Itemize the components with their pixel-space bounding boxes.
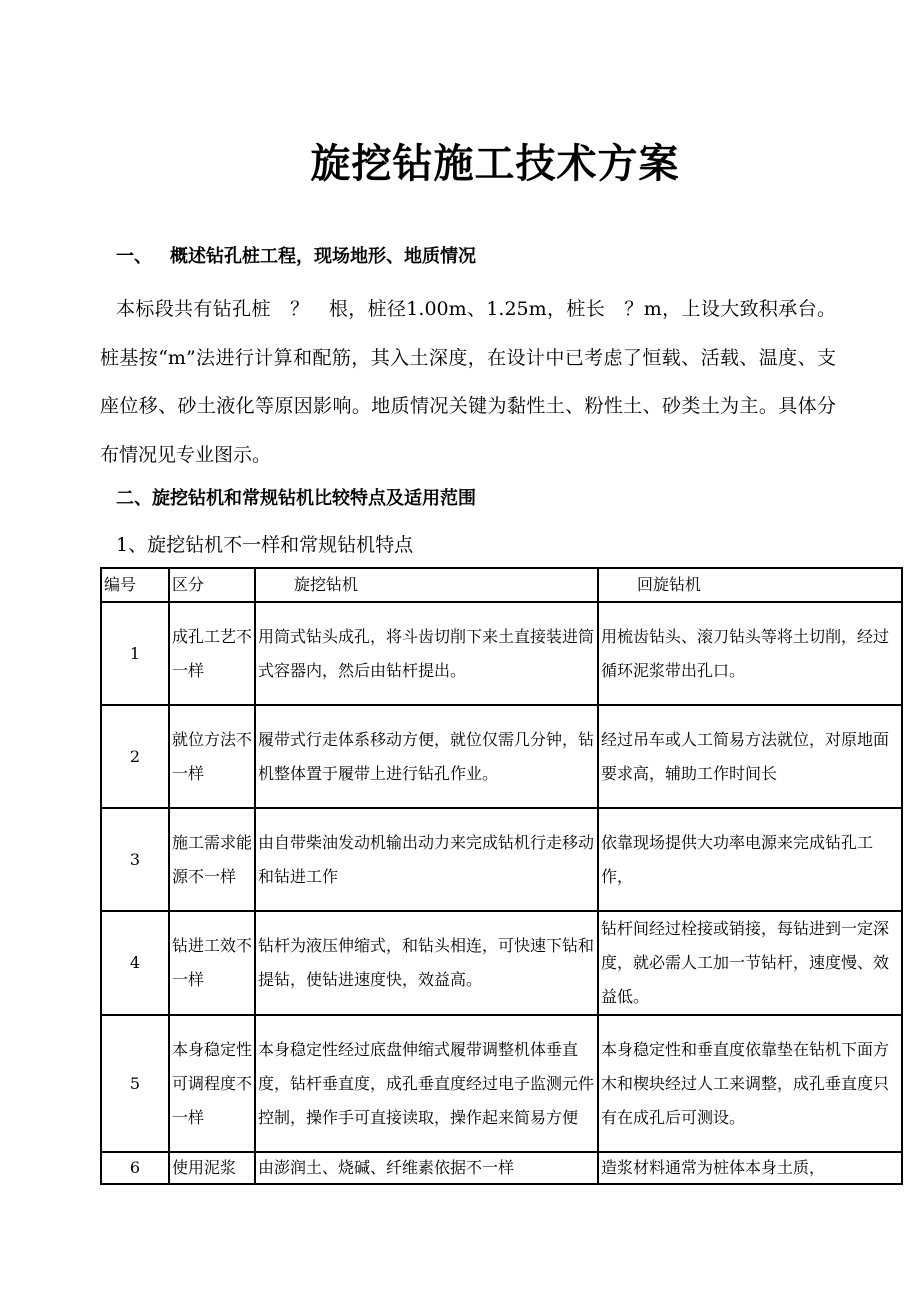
cell-rotary: 履带式行走体系移动方便，就位仅需几分钟，钻机整体置于履带上进行钻孔作业。 — [255, 705, 598, 808]
cell-rotary: 由自带柴油发动机输出动力来完成钻机行走移动和钻进工作 — [255, 808, 598, 911]
cell-category: 就位方法不一样 — [169, 705, 255, 808]
cell-category: 施工需求能源不一样 — [169, 808, 255, 911]
header-category: 区分 — [169, 568, 255, 602]
table-row — [101, 1015, 902, 1152]
table-row — [101, 705, 902, 808]
cell-circulation: 依靠现场提供大功率电源来完成钻孔工作， — [598, 808, 902, 911]
cell-rotary: 钻杆为液压伸缩式，和钻头相连，可快速下钻和提钻，使钻进速度快，效益高。 — [255, 911, 598, 1015]
cell-number: 3 — [101, 808, 169, 911]
cell-category: 使用泥浆 — [169, 1152, 255, 1184]
header-rotary: 旋挖钻机 — [255, 568, 598, 602]
cell-rotary: 由澎润土、烧碱、纤维素依据不一样 — [255, 1152, 598, 1184]
section-1-heading — [116, 242, 476, 268]
table-row — [101, 808, 902, 911]
table-row — [101, 911, 902, 1015]
table-row — [101, 602, 902, 705]
section-1-body: 本标段共有钻孔桩 ？ 根，桩径1.00m、1.25m，桩长 ？m，上设大致积承台。桩基按“m”法进行计算和配筋，其入土深度，在设计中已考虑了恒载、活载、温度、支座位移、砂土液化等原因影响。地质情况关键为黏性土、粉性土、砂类土为主。具体分布情况见专业图示。 — [100, 298, 836, 466]
section-2-heading: 二、旋挖钻机和常规钻机比较特点及适用范围 — [116, 488, 476, 509]
section-1-heading-text: 概述钻孔桩工程，现场地形、地质情况 — [170, 246, 476, 267]
header-number: 编号 — [101, 568, 169, 602]
cell-circulation: 经过吊车或人工简易方法就位，对原地面要求高，辅助工作时间长 — [598, 705, 902, 808]
comparison-table — [100, 567, 903, 1185]
cell-category: 成孔工艺不一样 — [169, 602, 255, 705]
cell-circulation: 钻杆间经过栓接或销接，每钻进到一定深度，就必需人工加一节钻杆，速度慢、效益低。 — [598, 911, 902, 1015]
cell-category: 本身稳定性可调程度不一样 — [169, 1015, 255, 1152]
header-circulation: 回旋钻机 — [598, 568, 902, 602]
cell-number: 5 — [101, 1015, 169, 1152]
cell-rotary: 本身稳定性经过底盘伸缩式履带调整机体垂直度，钻杆垂直度，成孔垂直度经过电子监测元件控制，操作手可直接读取，操作起来简易方便 — [255, 1015, 598, 1152]
cell-circulation: 用梳齿钻头、滚刀钻头等将土切削，经过循环泥浆带出孔口。 — [598, 602, 902, 705]
cell-number: 4 — [101, 911, 169, 1015]
cell-number: 6 — [101, 1152, 169, 1184]
cell-rotary: 用筒式钻头成孔，将斗齿切削下来土直接装进筒式容器内，然后由钻杆提出。 — [255, 602, 598, 705]
section-2-subheading: 1、旋挖钻机不一样和常规钻机特点 — [116, 534, 414, 556]
cell-circulation: 造浆材料通常为桩体本身土质， — [598, 1152, 902, 1184]
section-1-number: 一、 — [116, 246, 152, 267]
page-title: 旋挖钻施工技术方案 — [310, 140, 680, 187]
table-row — [101, 1152, 902, 1184]
cell-circulation: 本身稳定性和垂直度依靠垫在钻机下面方木和楔块经过人工来调整，成孔垂直度只有在成孔后可测设。 — [598, 1015, 902, 1152]
cell-number: 1 — [101, 602, 169, 705]
cell-number: 2 — [101, 705, 169, 808]
table-header-row — [101, 568, 902, 602]
cell-category: 钻进工效不一样 — [169, 911, 255, 1015]
